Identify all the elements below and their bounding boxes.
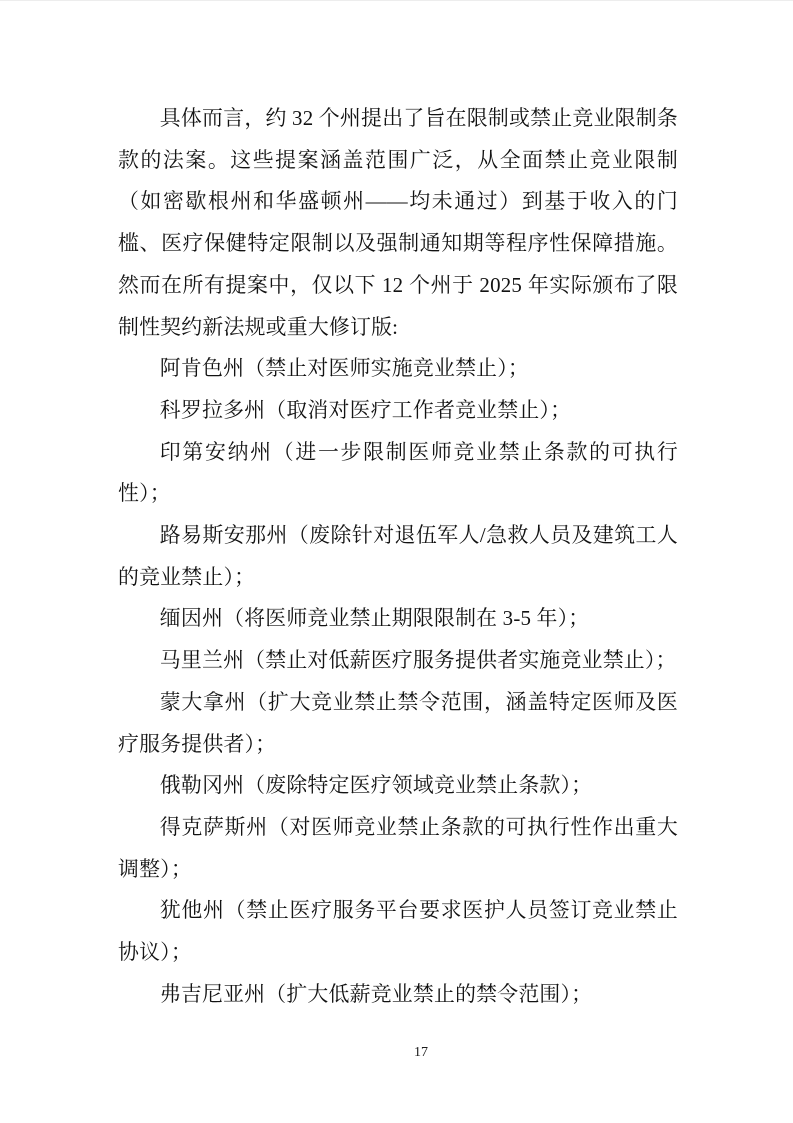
page-number: 17	[414, 1045, 428, 1060]
list-item-maine: 缅因州（将医师竞业禁止期限限制在 3-5 年）；	[159, 606, 590, 631]
list-item-maryland: 马里兰州（禁止对低薪医疗服务提供者实施竞业禁止）；	[159, 648, 677, 673]
list-item-oregon: 俄勒冈州（废除特定医疗领域竞业禁止条款）；	[159, 773, 593, 798]
page-body-text	[118, 98, 678, 1015]
list-item-texas: 得克萨斯州（对医师竞业禁止条款的可执行性作出重大调整）；	[118, 814, 678, 881]
list-item-louisiana: 路易斯安那州（废除针对退伍军人/急救人员及建筑工人的竞业禁止）；	[118, 523, 678, 589]
list-item-utah: 犹他州（禁止医疗服务平台要求医护人员签订竞业禁止协议）；	[118, 898, 678, 965]
list-item-virginia: 弗吉尼亚州（扩大低薪竞业禁止的禁令范围）；	[159, 981, 593, 1006]
list-item-arkansas: 阿肯色州（禁止对医师实施竞业禁止）；	[159, 356, 529, 381]
list-item-colorado: 科罗拉多州（取消对医疗工作者竞业禁止）；	[159, 397, 572, 422]
page-footer	[414, 1045, 428, 1061]
list-item-indiana: 印第安纳州（进一步限制医师竞业禁止条款的可执行性）；	[118, 439, 678, 506]
list-item-montana: 蒙大拿州（扩大竞业禁止禁令范围，涵盖特定医师及医疗服务提供者）；	[118, 689, 678, 756]
paragraph-intro: 具体而言，约 32 个州提出了旨在限制或禁止竞业限制条款的法案。这些提案涵盖范围广泛，从全面禁止竞业限制（如密歇根州和华盛顿州——均未通过）到基于收入的门槛、医疗保健特定限制以及强制通知期等程序性保障措施。然而在所有提案中，仅以下 12 个州于 2025 年实际颁布了限制性契约新法规或重大修订版:	[118, 106, 678, 339]
